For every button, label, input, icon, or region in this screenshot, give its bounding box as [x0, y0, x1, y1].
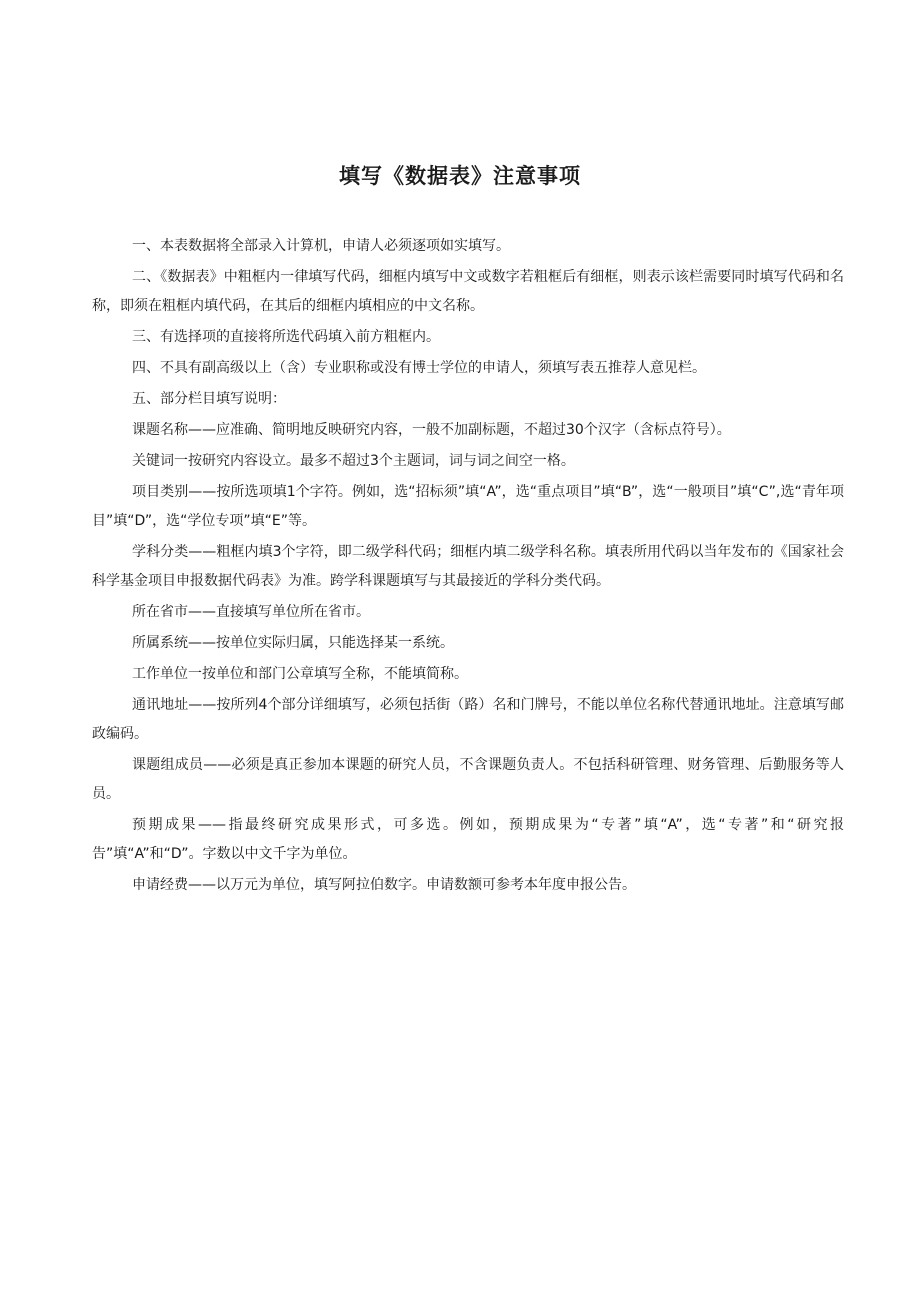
instruction-paragraph-5: 五、部分栏目填写说明： [132, 391, 286, 407]
field-note-system: 所属系统——按单位实际归属，只能选择某一系统。 [132, 635, 454, 651]
field-note-address: 通讯地址——按所列4个部分详细填写，必须包括街（路）名和门牌号，不能以单位名称代替通讯地址。注意填写邮政编码。 [92, 697, 844, 742]
field-note-discipline: 学科分类——粗框内填3个字符，即二级学科代码；细框内填二级学科名称。填表所用代码以当年发布的《国家社会科学基金项目申报数据代码表》为准。跨学科课题填写与其最接近的学科分类代码。 [92, 544, 844, 589]
field-note-project-name: 课题名称——应准确、简明地反映研究内容，一般不加副标题，不超过30个汉字（含标点符号）。 [132, 422, 731, 438]
field-note-team-members: 课题组成员——必须是真正参加本课题的研究人员，不含课题负责人。不包括科研管理、财务管理、后勤服务等人员。 [92, 757, 844, 802]
field-note-work-unit: 工作单位一按单位和部门公章填写全称，不能填简称。 [132, 666, 468, 682]
instructions-body [92, 232, 844, 902]
instruction-paragraph-4: 四、不具有副高级以上（含）专业职称或没有博士学位的申请人，须填写表五推荐人意见栏。 [132, 360, 706, 376]
field-note-expected-results: 预期成果——指最终研究成果形式，可多选。例如，预期成果为“专著”填“A”，选“专著”和“研究报告”填“A”和“D”。字数以中文千字为单位。 [92, 817, 844, 862]
instruction-paragraph-2: 二、《数据表》中粗框内一律填写代码，细框内填写中文或数字若粗框后有细框，则表示该栏需要同时填写代码和名称，即须在粗框内填代码，在其后的细框内填相应的中文名称。 [92, 269, 844, 314]
field-note-funding: 申请经费——以万元为单位，填写阿拉伯数字。申请数额可参考本年度申报公告。 [132, 877, 636, 893]
field-note-project-category: 项目类别——按所选项填1个字符。例如，选“招标须”填“A”，选“重点项目”填“B”，选“一般项目”填“C”,选“青年项目”填“D”，选“学位专项”填“E”等。 [92, 484, 844, 529]
page-title: 填写《数据表》注意事项 [339, 164, 581, 188]
field-note-province: 所在省市——直接填写单位所在省市。 [132, 604, 370, 620]
field-note-keywords: 关键词一按研究内容设立。最多不超过3个主题词，词与词之间空一格。 [132, 453, 575, 469]
instruction-paragraph-3: 三、有选择项的直接将所选代码填入前方粗框内。 [132, 329, 440, 345]
instruction-paragraph-1: 一、本表数据将全部录入计算机，申请人必须逐项如实填写。 [132, 238, 510, 254]
